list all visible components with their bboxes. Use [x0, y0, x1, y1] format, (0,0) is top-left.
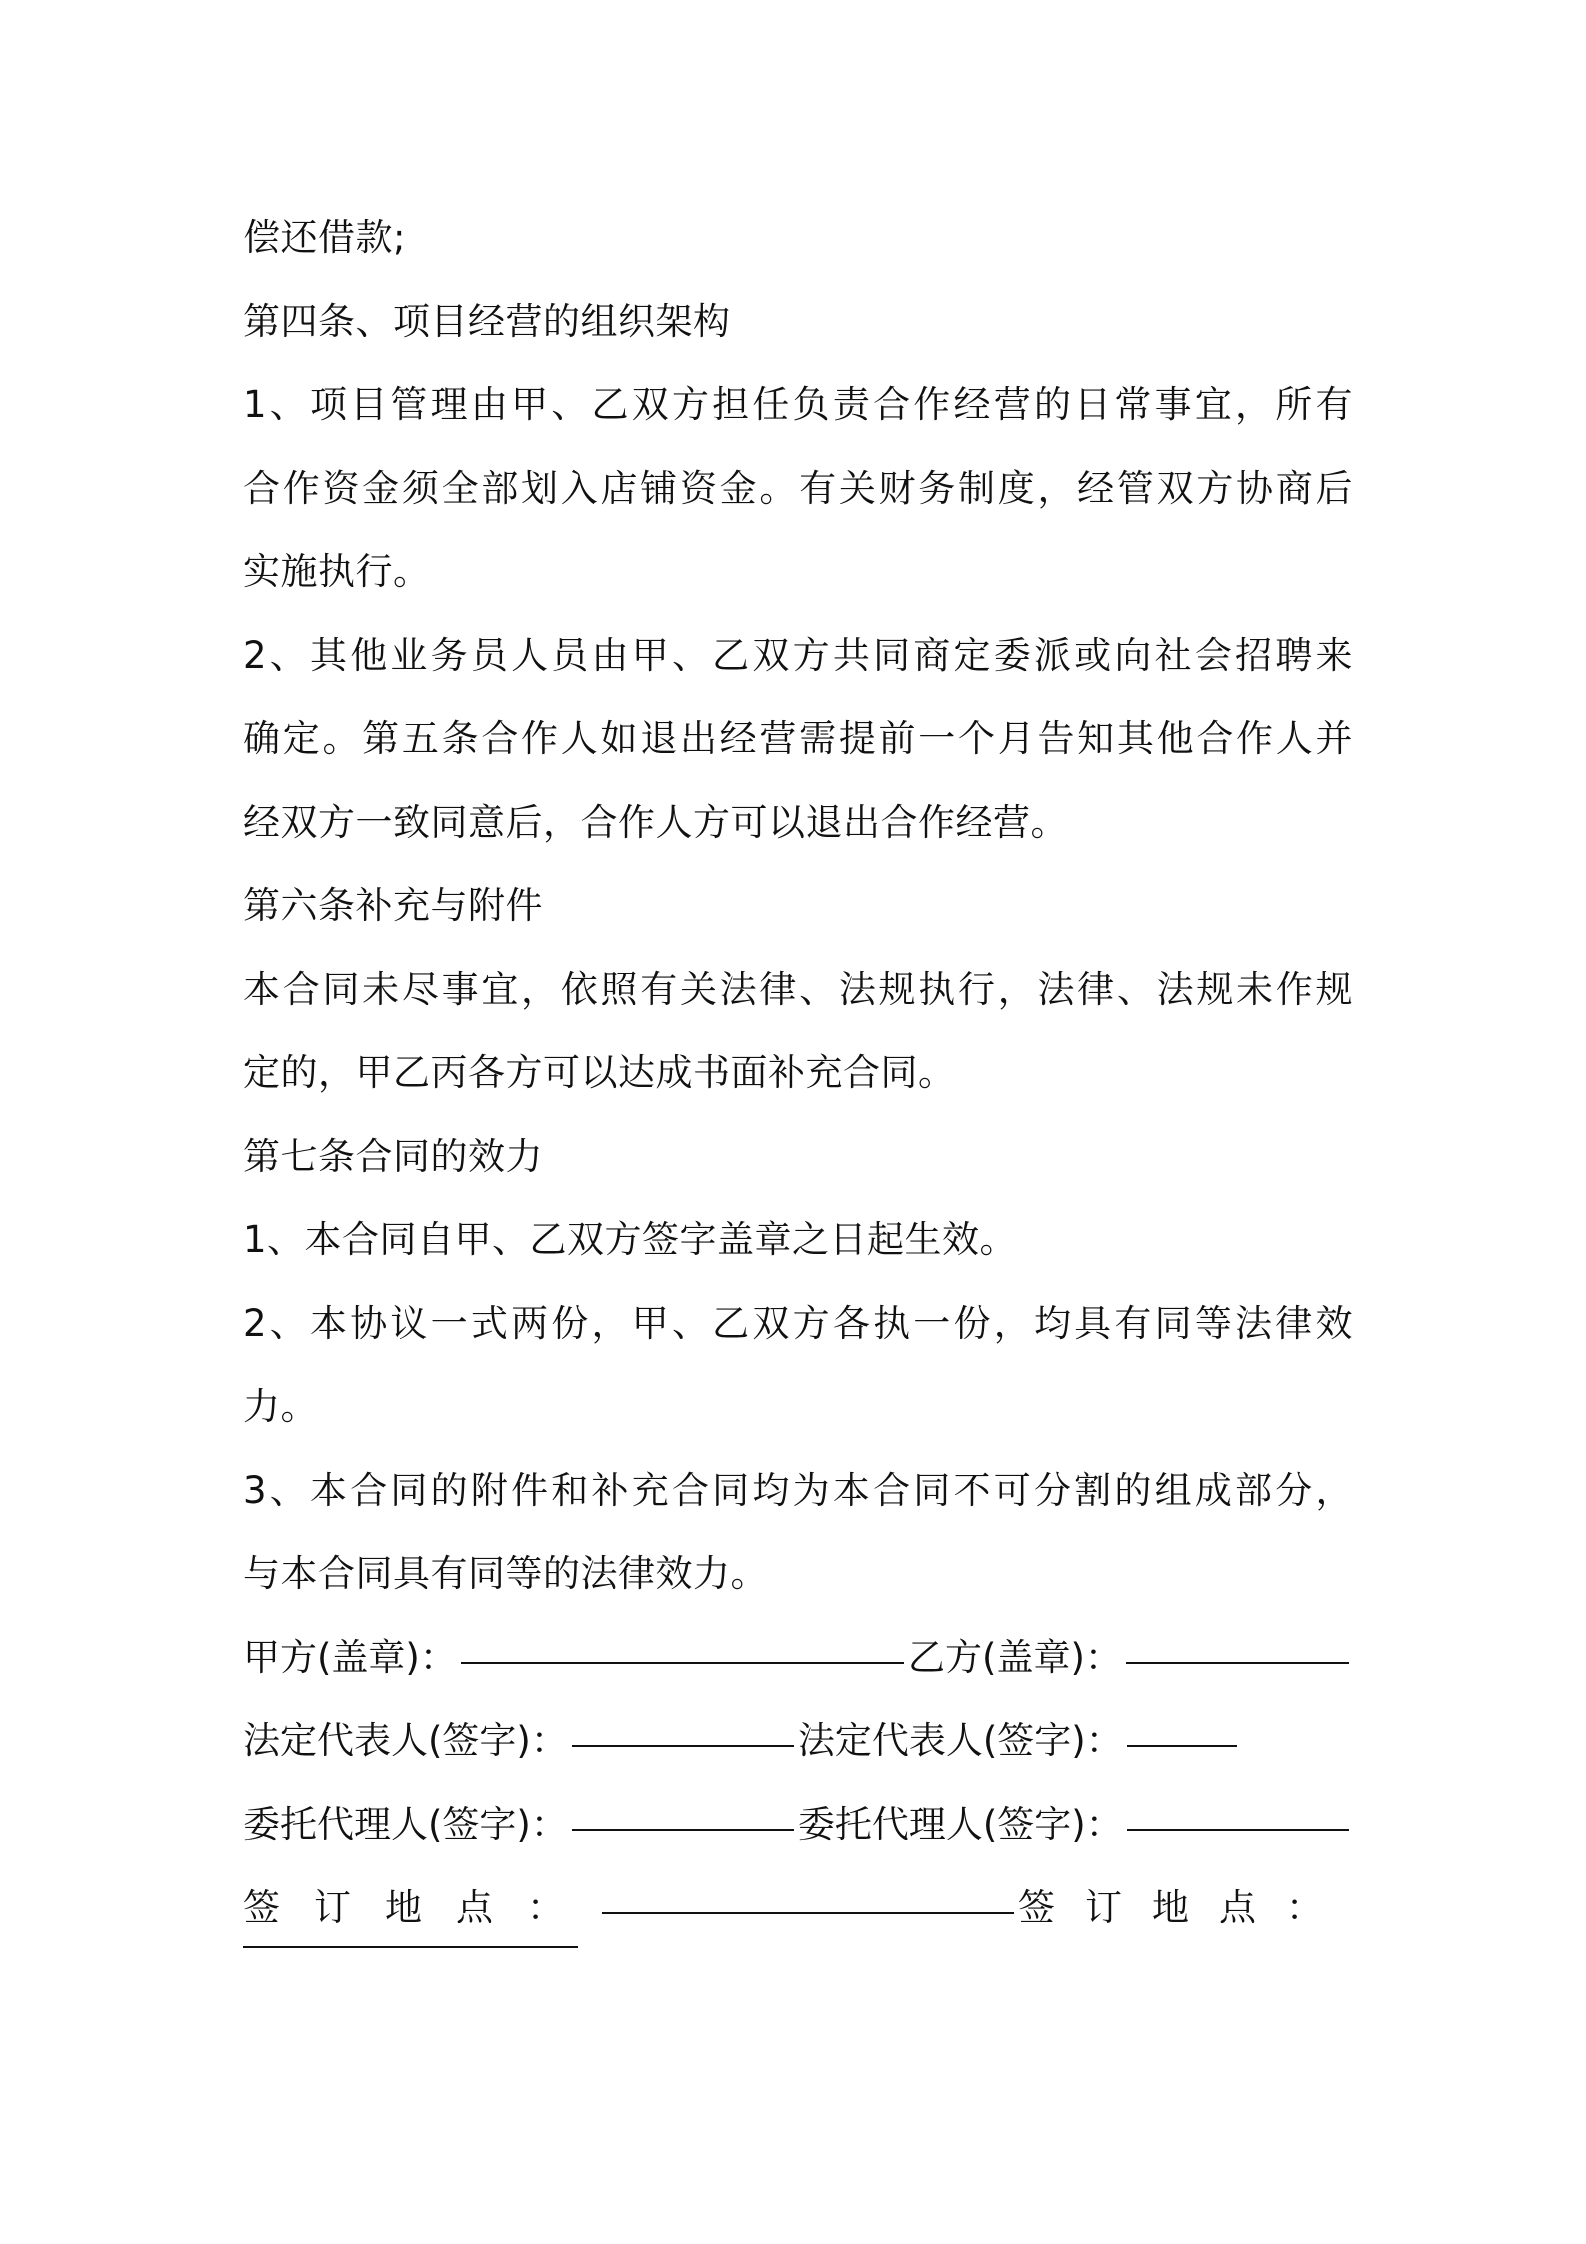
text-line: 确定。第五条合作人如退出经营需提前一个月告知其他合作人并	[243, 717, 1353, 760]
place-b-label: 签订地点：	[1018, 1886, 1353, 1929]
party-a-seal-label: 甲方(盖章)：	[243, 1635, 457, 1679]
party-a-rep-blank[interactable]	[572, 1743, 794, 1747]
party-b-agent-label: 委托代理人(签字)：	[797, 1802, 1123, 1846]
party-b-seal-label: 乙方(盖章)：	[908, 1635, 1122, 1679]
text-line: 与本合同具有同等的法律效力。	[243, 1552, 768, 1595]
place-a-blank[interactable]	[602, 1910, 1014, 1914]
party-b-rep-label: 法定代表人(签字)：	[797, 1719, 1123, 1762]
party-b-rep-blank[interactable]	[1127, 1743, 1237, 1747]
place-b-blank[interactable]	[243, 1944, 578, 1948]
text-line: 本合同未尽事宜，依照有关法律、法规执行，法律、法规未作规	[243, 967, 1353, 1011]
signature-row-seal	[243, 1616, 1353, 1700]
section-heading-6: 第六条补充与附件	[243, 884, 543, 927]
party-a-seal-blank[interactable]	[461, 1660, 904, 1664]
section-heading-7: 第七条合同的效力	[243, 1134, 543, 1178]
text-line: 合作资金须全部划入店铺资金。有关财务制度，经管双方协商后	[243, 466, 1353, 510]
party-b-seal-blank[interactable]	[1126, 1660, 1349, 1664]
signature-row-place	[243, 1866, 1353, 1950]
text-line: 经双方一致同意后，合作人方可以退出合作经营。	[243, 800, 1068, 844]
party-a-agent-label: 委托代理人(签字)：	[243, 1802, 568, 1846]
signature-row-rep	[243, 1699, 1353, 1783]
text-line: 3、本合同的附件和补充合同均为本合同不可分割的组成部分，	[243, 1468, 1353, 1512]
signature-row-place-tail	[243, 1950, 1353, 2034]
text-line: 偿还借款;	[243, 216, 406, 259]
text-line: 1、本合同自甲、乙双方签字盖章之日起生效。	[243, 1218, 1018, 1261]
text-line: 力。	[243, 1385, 318, 1428]
signature-row-agent	[243, 1783, 1353, 1867]
text-line: 2、本协议一式两份，甲、乙双方各执一份，均具有同等法律效	[243, 1301, 1353, 1345]
text-line: 1、项目管理由甲、乙双方担任负责合作经营的日常事宜，所有	[243, 383, 1353, 426]
party-b-agent-blank[interactable]	[1127, 1827, 1349, 1831]
text-line: 2、其他业务员人员由甲、乙双方共同商定委派或向社会招聘来	[243, 633, 1353, 677]
place-a-label: 签订地点：	[243, 1886, 598, 1929]
document-body	[243, 196, 1353, 2033]
text-line: 定的，甲乙丙各方可以达成书面补充合同。	[243, 1051, 956, 1094]
text-line: 实施执行。	[243, 550, 431, 593]
party-a-agent-blank[interactable]	[572, 1827, 794, 1831]
party-a-rep-label: 法定代表人(签字)：	[243, 1719, 568, 1762]
section-heading-4: 第四条、项目经营的组织架构	[243, 299, 731, 343]
